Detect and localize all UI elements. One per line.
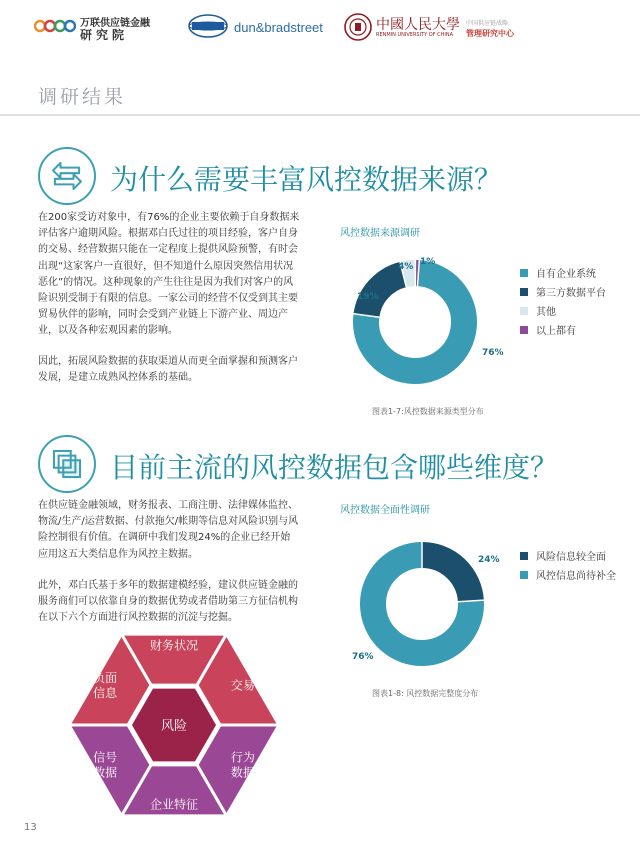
legend-item	[520, 303, 606, 322]
legend-label: 以上都有	[536, 326, 576, 337]
chart1-label-1: 19%	[357, 292, 379, 302]
chart1-title: 风控数据来源调研	[340, 228, 420, 239]
header-logos	[0, 0, 640, 46]
legend-item	[520, 265, 606, 284]
page-number: 13	[24, 822, 37, 833]
block2-paragraph2: 此外，邓白氏基于多年的数据建模经验，建议供应链金融的服务商们可以依靠自身的数据优势或者借助第三方征信机构在以下六个方面进行风控数据的沉淀与挖掘。	[38, 580, 298, 624]
block1-title: 为什么需要丰富风控数据来源？	[110, 163, 503, 196]
center-line1: 中国供应链战略	[466, 20, 509, 27]
supply-chain-center-logo	[466, 18, 514, 39]
chart2-caption: 图表1-8: 风控数据完整度分布	[372, 689, 479, 698]
layers-icon	[38, 435, 96, 493]
legend-item	[520, 322, 606, 341]
renmin-name: 中國人民大學	[376, 17, 460, 33]
chart2-label-1: 76%	[352, 652, 374, 662]
legend-swatch	[520, 288, 528, 296]
block1-paragraph1: 在200家受访对象中，有76%的企业主要依赖于自身数据来评估客户逾期风险。根据邓白氏过往的项目经验，客户自身的交易、经营数据只能在一定程度上提供风险预警，有时会出现“这家客户一直很好，但不知道什么原因突然信用状况恶化”的情况。这种现象的产生往往是因为我们对客户的风险识别受制于有限的信息。一家公司的经营不仅受到其主要贸易伙伴的影响，同时会受到产业链上下游产业、周边产业，以及各种宏观因素的影响。	[38, 212, 300, 337]
hex-segment-label-1: 交易	[230, 678, 255, 693]
legend-item	[520, 567, 616, 586]
chart1-slice-2	[403, 273, 415, 274]
section-label: 调研结果	[38, 86, 127, 108]
legend-label: 风险信息较全面	[536, 552, 606, 563]
legend-swatch	[520, 326, 528, 334]
legend-item	[520, 284, 606, 303]
renmin-english: RENMIN UNIVERSITY OF CHINA	[376, 32, 454, 38]
chart1-label-2: 4%	[398, 262, 414, 272]
chart1-donut	[345, 252, 485, 392]
block1-paragraph2: 因此，拓展风险数据的获取渠道从而更全面掌握和预测客户发展，是建立成熟风控体系的基础。	[38, 356, 298, 384]
huaxia-credit-logo	[188, 14, 228, 38]
legend-label: 第三方数据平台	[536, 288, 606, 299]
chart1-caption: 图表1-7:风控数据来源类型分布	[372, 407, 484, 416]
legend-swatch	[520, 269, 528, 277]
wanlian-mark-icon	[34, 14, 76, 38]
renmin-seal-icon	[344, 13, 372, 41]
wanlian-name: 万联供应链金融	[80, 18, 150, 29]
swap-arrows-icon	[38, 147, 96, 205]
hex-segment-label-0: 财务状况	[149, 638, 199, 653]
chart1-label-3: 1%	[420, 257, 436, 267]
legend-label: 其他	[536, 307, 556, 318]
section-divider	[0, 114, 640, 116]
hex-segment-label-4: 信号数据	[93, 750, 118, 780]
legend-swatch	[520, 552, 528, 560]
wanlian-logo	[34, 12, 164, 42]
block2-title: 目前主流的风控数据包含哪些维度？	[110, 451, 559, 484]
dun-bradstreet-logo: dun&bradstreet	[234, 20, 323, 35]
chart2-slice-0	[422, 555, 471, 601]
risk-dimension-diagram	[44, 618, 304, 833]
hex-segment-label-5: 负面信息	[93, 670, 118, 700]
chart1-legend	[520, 265, 606, 341]
hex-center-label: 风险	[160, 719, 188, 734]
legend-label: 风控信息尚待补全	[536, 571, 616, 582]
hex-segment-label-3: 企业特征	[149, 797, 199, 812]
block2-paragraph1: 在供应链金融领域，财务报表、工商注册、法律媒体监控、物流/生产/运营数据、付款拖欠/帐期等信息对风险识别与风险控制很有价值。在调研中我们发现24%的企业已经开始应用这五大类信息作为风控主数据。	[38, 500, 299, 560]
chart2-legend	[520, 548, 616, 586]
legend-swatch	[520, 307, 528, 315]
legend-item	[520, 548, 616, 567]
chart2-title: 风控数据全面性调研	[340, 505, 430, 516]
wanlian-subname: 研究院	[80, 28, 129, 42]
hex-segment-label-2: 行为数据	[230, 750, 255, 780]
renmin-university-logo	[344, 13, 464, 41]
risk-hexagon	[44, 618, 304, 833]
legend-label: 自有企业系统	[536, 269, 596, 280]
chart2-label-0: 24%	[478, 555, 500, 565]
legend-swatch	[520, 571, 528, 579]
chart1-label-0: 76%	[482, 348, 504, 358]
center-line2: 管理研究中心	[466, 29, 514, 38]
